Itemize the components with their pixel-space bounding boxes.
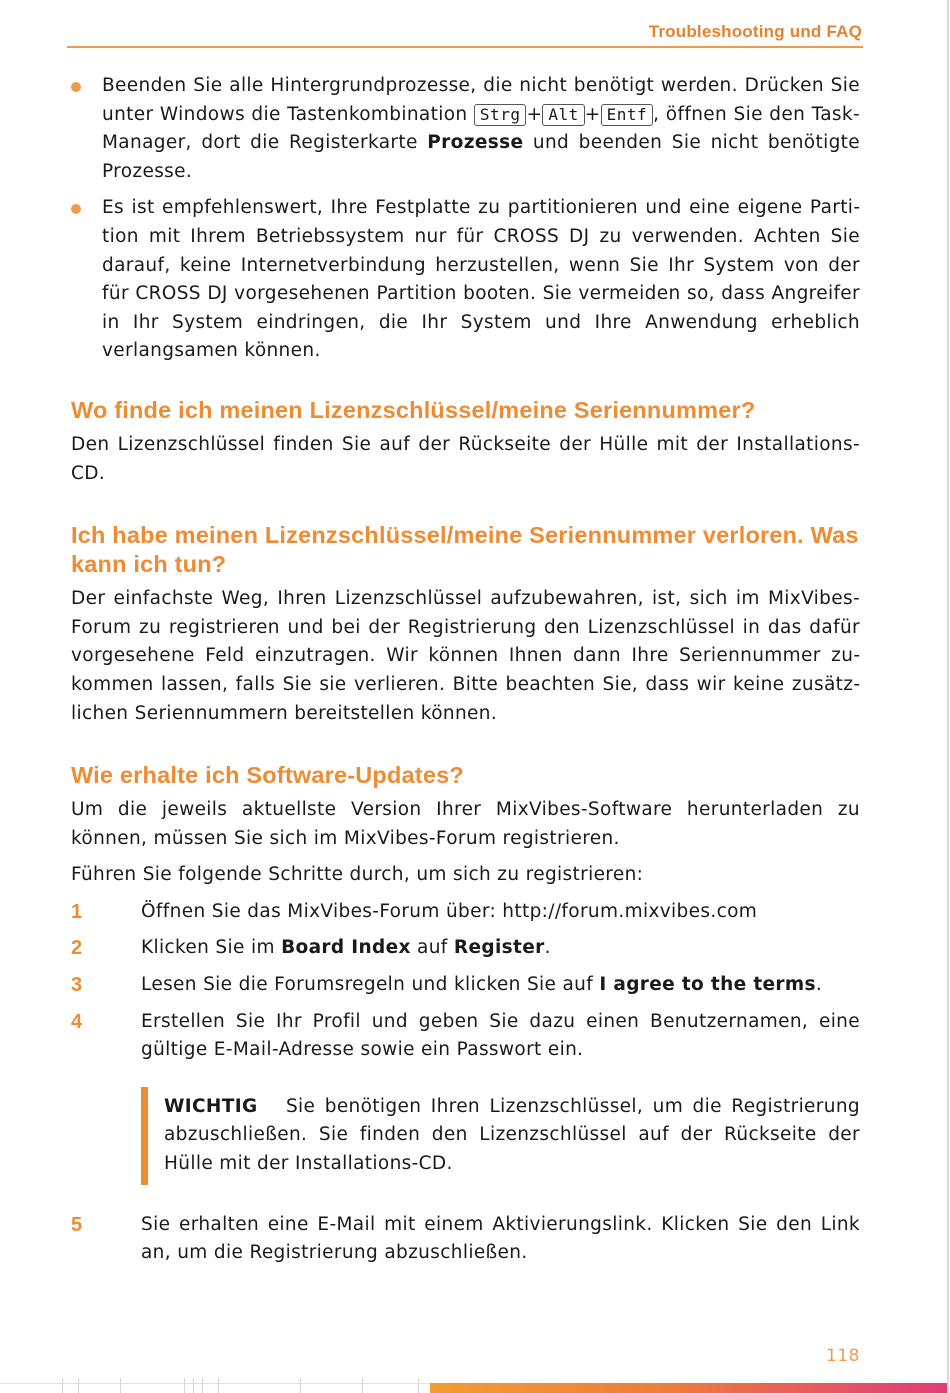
bottom-color-strip [0,1378,947,1393]
bold-term: Prozesse [427,132,524,154]
step-number: 5 [71,1213,83,1236]
note-body: Sie benötigen Ihren Lizenzschlüssel, um die Registrierung abzuschließen. Sie finden den Lizenzschlüssel auf der Rückseite der Hülle mit der Installations-CD. [164,1095,860,1175]
step-item [71,971,860,1000]
step-number: 1 [71,900,83,923]
page-edge [947,0,949,1393]
step-item [71,934,860,963]
strip-rule [0,1383,430,1384]
bullet-text-part: , öffnen Sie den Task-Manager, dort die Registerkarte [102,103,861,154]
step-item [71,898,860,927]
strip-gradient-bar [430,1383,947,1393]
bold-term: Register [453,937,545,959]
step-text: Sie erhalten eine E-Mail mit einem Aktivierungslink. Klicken Sie den Link an, um die Registrierung abzuschließen. [141,1213,860,1264]
running-header: Troubleshooting und FAQ [648,22,862,41]
bold-term: Board Index [281,937,411,959]
faq-heading: Wo finde ich meinen Lizenzschlüssel/meine Seriennummer? [71,396,756,423]
step-text [141,971,860,1000]
step-text-part: . [815,974,823,996]
key-plus: + [584,103,601,125]
step-text-part: Klicken Sie im [141,937,282,959]
bullet-item [71,194,860,366]
faq-heading: Wie erhalte ich Software-Updates? [71,762,464,789]
step-number: 3 [71,974,83,997]
key-plus: + [526,103,543,125]
step-item [71,1211,860,1268]
bullet-item [71,72,860,186]
important-note [141,1087,860,1185]
step-text-part: auf [410,937,454,959]
step-text [141,934,860,963]
page-body [71,72,860,1276]
step-number: 2 [71,937,83,960]
step-text: Öffnen Sie das MixVibes-Forum über: http://forum.mixvibes.com [141,900,758,922]
bullet-dot-icon [71,82,81,92]
step-number: 4 [71,1010,83,1033]
steps-lead: Führen Sie folgende Schritte durch, um sich zu registrieren: [71,864,644,886]
step-text-part: Lesen Sie die Forumsregeln und klicken Sie auf [141,974,600,996]
bullet-text [102,72,860,186]
note-text [164,1093,860,1179]
bullet-text-part: Beenden Sie alle Hintergrundprozesse, die nicht benötigt werden. Drücken Sie unter Windows die Tastenkombination [102,75,860,125]
bullet-dot-icon [71,204,81,214]
key-alt: Alt [542,104,584,126]
key-entf: Entf [601,104,654,126]
faq-answer: Der einfachste Weg, Ihren Lizenzschlüssel aufzubewahren, ist, sich im MixVibes-Forum zu registrieren und bei der Registrierung den Lizenzschlüssel in das dafür vorgesehene Feld einzutragen. Wir können Ihnen dann Ihre Seriennummer zukommen lassen, falls Sie sie verlieren. Bitte beachten Sie, dass wir keine zusätzlichen Seriennummern bereitstellen können. [71,588,860,724]
step-text: Erstellen Sie Ihr Profil und geben Sie dazu einen Benutzernamen, eine gültige E-Mail-Adresse sowie ein Passwort ein. [141,1010,860,1061]
faq-answer: Den Lizenzschlüssel finden Sie auf der Rückseite der Hülle mit der Installations-CD. [71,433,860,484]
header-rule [67,46,863,48]
step-item [71,1008,860,1065]
bold-term: I agree to the terms [599,974,816,996]
note-label: WICHTIG [164,1095,258,1117]
step-text-part: . [544,937,551,959]
bullet-text-part: und beenden Sie nicht benötigte Prozesse. [102,132,860,182]
faq-answer: Um die jeweils aktuellste Version Ihrer MixVibes-Software herunterladen zu können, müssen Sie sich im MixVibes-Forum registrieren. [71,799,860,849]
key-strg: Strg [474,104,527,126]
bullet-text: Es ist empfehlenswert, Ihre Festplatte zu partitionieren und eine eigene Partition mit Ihrem Betriebssystem nur für CROSS DJ zu verwenden. Achten Sie darauf, keine Internetverbindung herzustellen, wenn Sie Ihr System von der für CROSS DJ vorgesehenen Partition booten. Sie vermeiden so, dass Angreifer in Ihr System eindringen, die Ihr System und Ihre Anwendung erheblich verlangsamen können. [102,197,860,362]
page-number: 118 [826,1346,860,1366]
faq-heading: Ich habe meinen Lizenzschlüssel/meine Seriennummer verloren. Was kann ich tun? [71,522,859,578]
